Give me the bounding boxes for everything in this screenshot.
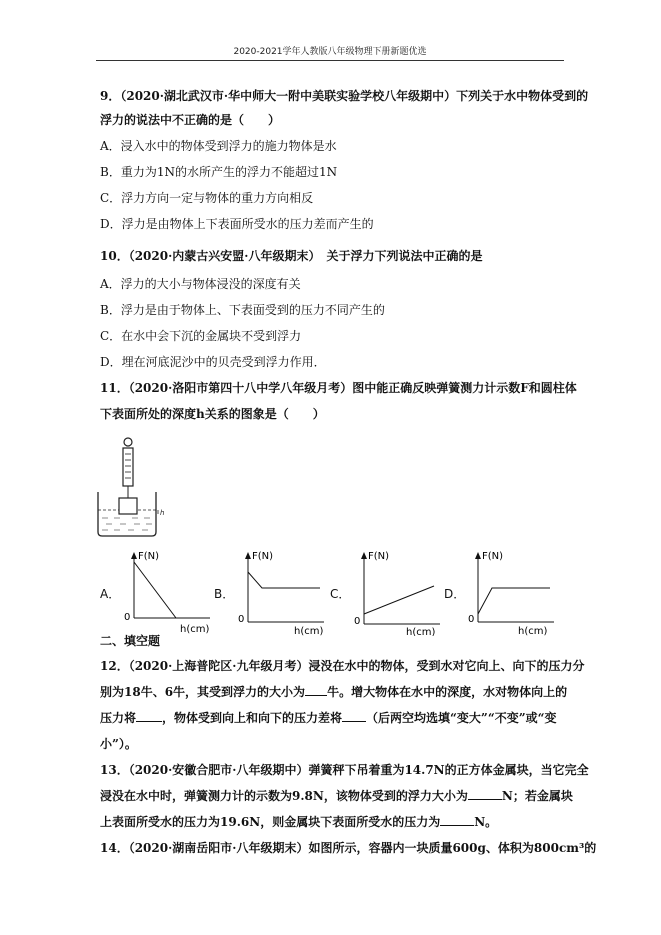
- q11-stem-line2: 下表面所处的深度h关系的图象是（ ）: [100, 407, 325, 421]
- q13-line2: [100, 788, 573, 804]
- q13-blank-2[interactable]: [440, 814, 474, 826]
- spring-scale-apparatus-figure: [92, 432, 172, 542]
- graph-c-ylabel: F(N): [368, 551, 390, 562]
- q12-line2-part2: 牛。增大物体在水中的深度，水对物体向上的: [327, 685, 568, 699]
- q12-blank-2[interactable]: [136, 710, 162, 722]
- graph-a: [118, 548, 218, 636]
- graph-c-option-label: C．: [330, 587, 351, 601]
- graph-a-option-label: A．: [100, 587, 121, 601]
- q13-line2-part1: 浸没在水中时，弹簧测力计的示数为9.8N，该物体受到的浮力大小为: [100, 789, 468, 803]
- graph-d-origin: 0: [468, 614, 475, 625]
- graph-b-option-label: B．: [214, 587, 235, 601]
- q13-line1: 13．（2020·安徽合肥市·八年级期中）弹簧秤下吊着重为14.7N的正方体金属块，当它完全: [100, 763, 589, 777]
- q13-line3: [100, 814, 497, 830]
- q12-line3: [100, 710, 557, 726]
- q11-stem-line1: 11．（2020·洛阳市第四十八中学八年级月考）图中能正确反映弹簧测力计示数F和圆柱体: [100, 381, 577, 395]
- q12-line2-part1: 别为18牛、6牛，其受到浮力的大小为: [100, 685, 306, 699]
- q14-line1: 14．（2020·湖南岳阳市·八年级期末）如图所示，容器内一块质量600g、体积为800cm³的: [100, 841, 597, 855]
- q10-stem: 10．（2020·内蒙古兴安盟·八年级期末） 关于浮力下列说法中正确的是: [100, 249, 483, 263]
- header-divider: [96, 60, 564, 61]
- graph-c-origin: 0: [354, 616, 361, 627]
- q9-option-c: C．浮力方向一定与物体的重力方向相反: [100, 191, 314, 205]
- q12-line1: 12．（2020·上海普陀区·九年级月考）浸没在水中的物体，受到水对它向上、向下的压力分: [100, 659, 585, 673]
- graph-c-xlabel: h(cm): [406, 627, 436, 636]
- q12-line3-part2: ，物体受到向上和向下的压力差将: [162, 711, 343, 725]
- section-fill-in-blanks-heading: 二、填空题: [100, 634, 161, 648]
- graph-b-xlabel: h(cm): [294, 626, 324, 636]
- q13-blank-1[interactable]: [468, 788, 502, 800]
- q13-line2-part2: N；若金属块: [501, 789, 573, 803]
- q12-line2: [100, 684, 567, 700]
- graph-d-xlabel: h(cm): [518, 626, 548, 636]
- graph-b-origin: 0: [238, 614, 245, 625]
- graph-d-ylabel: F(N): [482, 551, 504, 562]
- graph-d-option-label: D．: [444, 587, 466, 601]
- graph-a-xlabel: h(cm): [180, 624, 210, 635]
- graph-a-ylabel: F(N): [138, 551, 160, 562]
- q13-line3-part1: 上表面所受水的压力为19.6N，则金属块下表面所受水的压力为: [100, 815, 441, 829]
- q12-line3-part1: 压力将: [100, 711, 137, 725]
- q10-option-c: C．在水中会下沉的金属块不受到浮力: [100, 329, 302, 343]
- q12-line4: 小”）。: [100, 737, 137, 751]
- q9-option-a: A．浸入水中的物体受到浮力的施力物体是水: [100, 139, 337, 153]
- q12-blank-3[interactable]: [342, 710, 366, 722]
- q12-line3-part3: （后两空均选填“变大”“不变”或“变: [366, 711, 557, 725]
- q10-option-a: A．浮力的大小与物体浸没的深度有关: [100, 277, 301, 291]
- q9-stem-line2: 浮力的说法中不正确的是（ ）: [100, 113, 281, 127]
- apparatus-h-label: h: [160, 509, 165, 517]
- q9-stem-line1: 9．（2020·湖北武汉市·华中师大一附中美联实验学校八年级期中）下列关于水中物体受到的: [100, 89, 589, 103]
- q10-option-b: B．浮力是由于物体上、下表面受到的压力不同产生的: [100, 303, 385, 317]
- graph-a-origin: 0: [124, 612, 131, 623]
- q12-blank-1[interactable]: [305, 684, 327, 696]
- q10-option-d: D．埋在河底泥沙中的贝壳受到浮力作用．: [100, 355, 326, 369]
- graph-d: [462, 548, 562, 636]
- q9-option-b: B．重力为1N的水所产生的浮力不能超过1N: [100, 165, 338, 179]
- q13-line3-part2: N。: [474, 815, 498, 829]
- graph-b: [232, 548, 332, 636]
- page-header: 2020-2021学年人教版八年级物理下册新题优选: [233, 47, 427, 57]
- graph-b-ylabel: F(N): [252, 551, 274, 562]
- graph-c: [348, 548, 448, 636]
- q9-option-d: D．浮力是由物体上下表面所受水的压力差而产生的: [100, 217, 374, 231]
